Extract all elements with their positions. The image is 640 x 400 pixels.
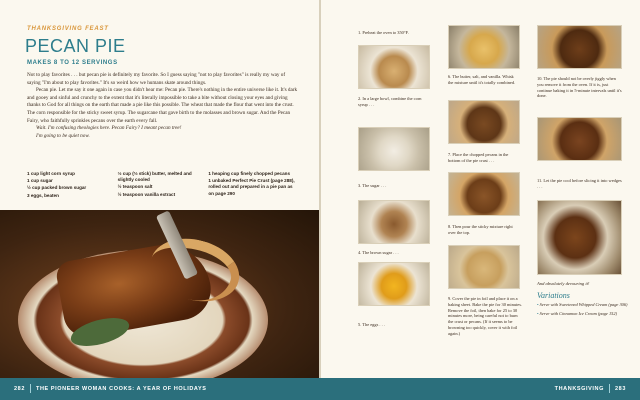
ingredient: 1 unbaked Perfect Pie Crust (page 288), rolled out and prepared in a pie pan as on page 290 — [208, 178, 295, 196]
step-caption: 5. The eggs . . . — [358, 322, 385, 327]
step-caption: 9. Cover the pie in foil and place it on a baking sheet. Bake the pie for 30 minutes. Remove the foil, then bake for 25 to 30 minutes more, being careful not to burn the crust or pecans. (If it seems to be browning too quickly, cover it with foil again.) — [448, 296, 523, 336]
step-caption: 8. Then pour the sticky mixture right over the top. — [448, 224, 513, 235]
intro-text — [27, 72, 299, 140]
step-photo — [358, 45, 430, 89]
footer-divider — [30, 384, 31, 393]
step-photo — [358, 127, 430, 171]
step-caption: 2. In a large bowl, combine the corn syrup . . . — [358, 96, 422, 107]
ingredient: ⅓ cup (⅔ stick) butter, melted and slightly cooled — [117, 171, 192, 183]
ingredient: ½ cup packed brown sugar — [27, 185, 87, 191]
step-caption: 3. The sugar . . . — [358, 183, 387, 188]
step-photo — [358, 262, 430, 306]
ingredients-column — [118, 171, 207, 200]
variations-box — [537, 293, 629, 319]
chapter-title: THANKSGIVING — [554, 386, 605, 392]
intro-paragraph: Wait. I'm confusing theologies here. Pecan Fairy? I meant pecan tree! — [36, 125, 182, 132]
step-photo — [448, 100, 520, 144]
ingredient: 1 heaping cup finely chopped pecans — [208, 171, 291, 176]
variation-item: • Serve with Sweetened Whipped Cream (page 306) — [537, 302, 629, 308]
recipe-title: PECAN PIE — [25, 36, 126, 56]
step-caption: 6. The butter, salt, and vanilla. Whisk the mixture until it's totally combined. — [448, 74, 516, 85]
step-photo — [448, 25, 520, 69]
page-number: 282 — [14, 386, 25, 392]
step-photo — [448, 245, 520, 289]
variations-list — [537, 302, 629, 317]
ingredient: 1 cup sugar — [27, 178, 53, 184]
step-caption: 7. Place the chopped pecans in the bottom of the pie crust . . . — [448, 152, 509, 163]
intro-paragraph: Not to play favorites . . . but pecan pie is definitely my favorite. So I guess saying "not to play favorites" is really my way of saying "I'm about to play favorites." It's so weird how we humans skate around things. — [27, 72, 286, 86]
step-photo — [537, 25, 622, 69]
step-caption: 10. The pie should not be overly jiggly when you remove it from the oven. If it is, just continue baking it in 5-minute intervals until it's done. — [537, 76, 622, 99]
variations-title: Variations — [537, 291, 570, 300]
section-label: THANKSGIVING FEAST — [27, 26, 109, 32]
left-footer — [0, 378, 319, 400]
ingredient: 3 eggs, beaten — [27, 192, 59, 198]
closing-caption: And absolutely devouring it! — [537, 281, 590, 286]
footer-divider — [609, 384, 610, 393]
ingredients-column — [27, 171, 116, 200]
left-page — [0, 0, 319, 378]
ingredients-column — [208, 171, 297, 200]
ingredients-list — [27, 171, 299, 200]
servings-label: MAKES 8 TO 12 SERVINGS — [27, 60, 118, 66]
ingredient: ½ teaspoon salt — [117, 184, 153, 190]
variation-item: • Serve with Cinnamon Ice Cream (page 152) — [537, 311, 629, 317]
step-photo — [448, 172, 520, 216]
page-number: 283 — [615, 386, 626, 392]
step-photo — [537, 200, 622, 275]
book-title: THE PIONEER WOMAN COOKS: A YEAR OF HOLIDAYS — [35, 386, 207, 392]
ingredient: 1 cup light corn syrup — [27, 171, 75, 176]
ingredient: ½ teaspoon vanilla extract — [117, 191, 176, 197]
intro-paragraph: I'm going to be quiet now. — [36, 132, 90, 139]
step-caption: 11. Let the pie cool before slicing it into wedges . . . — [537, 178, 622, 189]
intro-paragraph: Pecan pie. Let me say it one again in case you didn't hear me: Pecan pie. There's nothing in the entire universe like it. It's dark and gooey and sinful and crunchy to the extent that it's literally impossible to take a bite without closing your eyes and giving thanks to God for all things on the earth that made a pie like this possible. The wheat that made the flour that went into the crust. The corn responsible for the sticky sweet syrup. The sugarcane that gave birth to the molasses and brown sugar. And the Pecan Fairy, who faithfully sprinkles pecans over the earth every fall. — [27, 87, 298, 124]
step-caption: 1. Preheat the oven to 350°F. — [358, 30, 409, 35]
right-footer — [321, 378, 640, 400]
step-photo — [537, 117, 622, 161]
step-photo — [358, 200, 430, 244]
step-caption: 4. The brown sugar . . . — [358, 250, 399, 255]
pecan-pie-photo — [0, 210, 319, 378]
